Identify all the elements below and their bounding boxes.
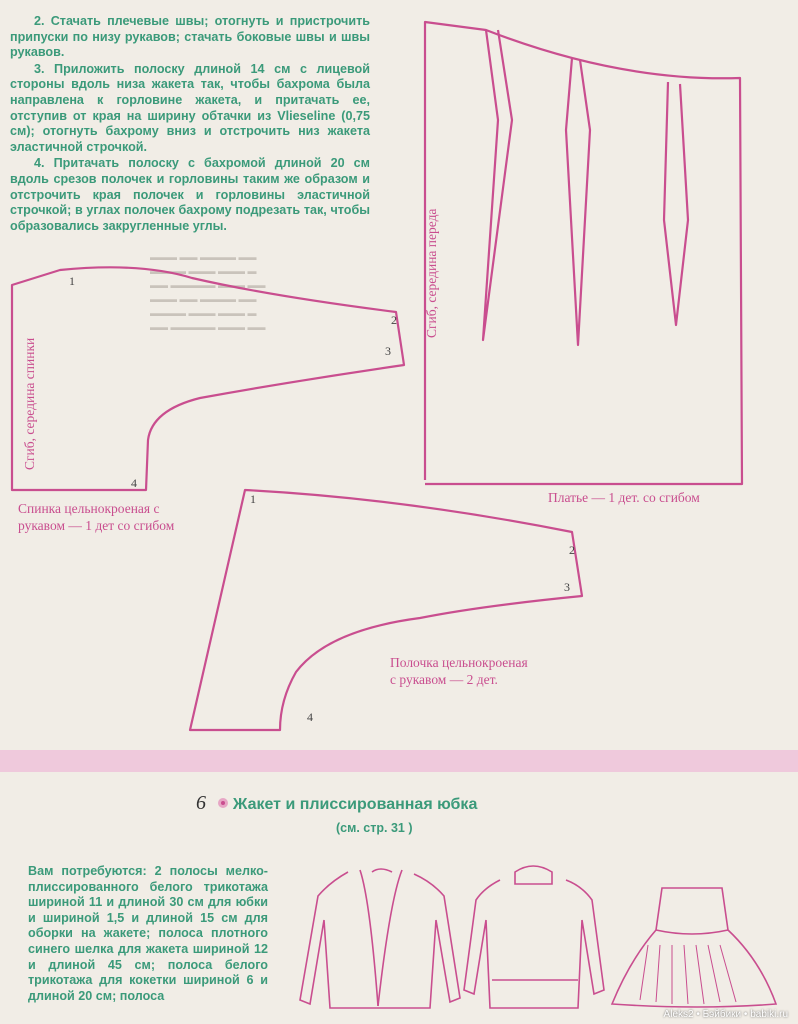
back-point-1: 1 <box>69 274 75 288</box>
instruction-step-2: 2. Стачать плечевые швы; отогнуть и пристрочить припуски по низу рукавов; стачать боковые швы и швы рукавов. <box>10 14 370 60</box>
front-caption-line-2: с рукавом — 2 дет. <box>390 672 498 687</box>
instruction-step-3: 3. Приложить полоску длиной 14 см с лицевой стороны вдоль низа жакета так, чтобы бахрома была направлена к горловине жакета, и притачать ее, отступив от края на ширину обтачки из Vlieseline (0,75 см); отогнуть бахрому вниз и отстрочить низ жакета эластичной строчкой. <box>10 61 370 154</box>
back-point-2: 2 <box>391 313 397 327</box>
back-point-3: 3 <box>385 344 391 358</box>
bleed-through-text: ▬▬▬ ▬▬ ▬▬▬▬ ▬▬ ▬▬▬▬ ▬▬▬ ▬▬▬ ▬ ▬▬ ▬▬▬▬▬ ▬▬▬ ▬▬ ▬▬▬ ▬▬ ▬▬▬▬ ▬▬ ▬▬▬▬ ▬▬▬ ▬▬▬ ▬ ▬▬ ▬▬▬▬▬ ▬▬▬ ▬▬ <box>150 252 266 332</box>
materials-text <box>28 864 268 1004</box>
back-caption-line-1: Спинка цельнокроеная с <box>18 501 160 516</box>
section-divider-band <box>0 750 798 772</box>
front-point-1: 1 <box>250 492 256 506</box>
back-fold-label: Сгиб, середина спинки <box>22 337 37 470</box>
front-point-2: 2 <box>569 543 575 557</box>
front-pattern <box>190 490 582 730</box>
back-caption-line-2: рукавом — 1 дет со сгибом <box>18 518 175 533</box>
skirt-sketch <box>612 888 776 1007</box>
section-title: Жакет и плиссированная юбка <box>232 796 478 813</box>
back-point-4: 4 <box>131 476 137 490</box>
section-page-ref: (см. стр. 31 ) <box>336 821 413 835</box>
materials-lead: Вам потребуются: <box>28 864 147 878</box>
jacket-back-sketch <box>464 866 604 1008</box>
materials-body: 2 полосы мелко-плиссированного белого трикотажа шириной 11 и длиной 30 см для юбки и шириной 1,5 и длиной 15 см для оборки на жакете; полоса плотного синего шелка для жакета шириной 12 и длиной 45 см; полоса белого трикотажа для кокетки шириной 6 и длиной 20 см; полоса <box>28 864 269 1003</box>
dress-fold-label: Сгиб, середина переда <box>424 208 439 338</box>
dress-caption: Платье — 1 дет. со сгибом <box>548 490 700 505</box>
back-pattern <box>12 267 404 490</box>
front-point-4: 4 <box>307 710 313 724</box>
jacket-front-sketch <box>300 869 460 1008</box>
front-caption <box>390 654 590 688</box>
section-number: 6 <box>196 792 206 814</box>
front-caption-line-1: Полочка цельнокроеная <box>390 655 528 670</box>
front-point-3: 3 <box>564 580 570 594</box>
watermark-credit: Aleks2 • Бэйбики • babiki.ru <box>663 1009 788 1020</box>
section-heading <box>196 792 477 815</box>
back-caption <box>18 500 218 534</box>
dress-pattern <box>425 22 742 484</box>
instruction-step-4: 4. Притачать полоску с бахромой длиной 20 см вдоль срезов полочек и горловины таким же образом и отстрочить края полочек и горловины эластичной строчкой; в углах полочек бахрому подрезать так, чтобы образовались закругленные углы. <box>10 156 370 233</box>
